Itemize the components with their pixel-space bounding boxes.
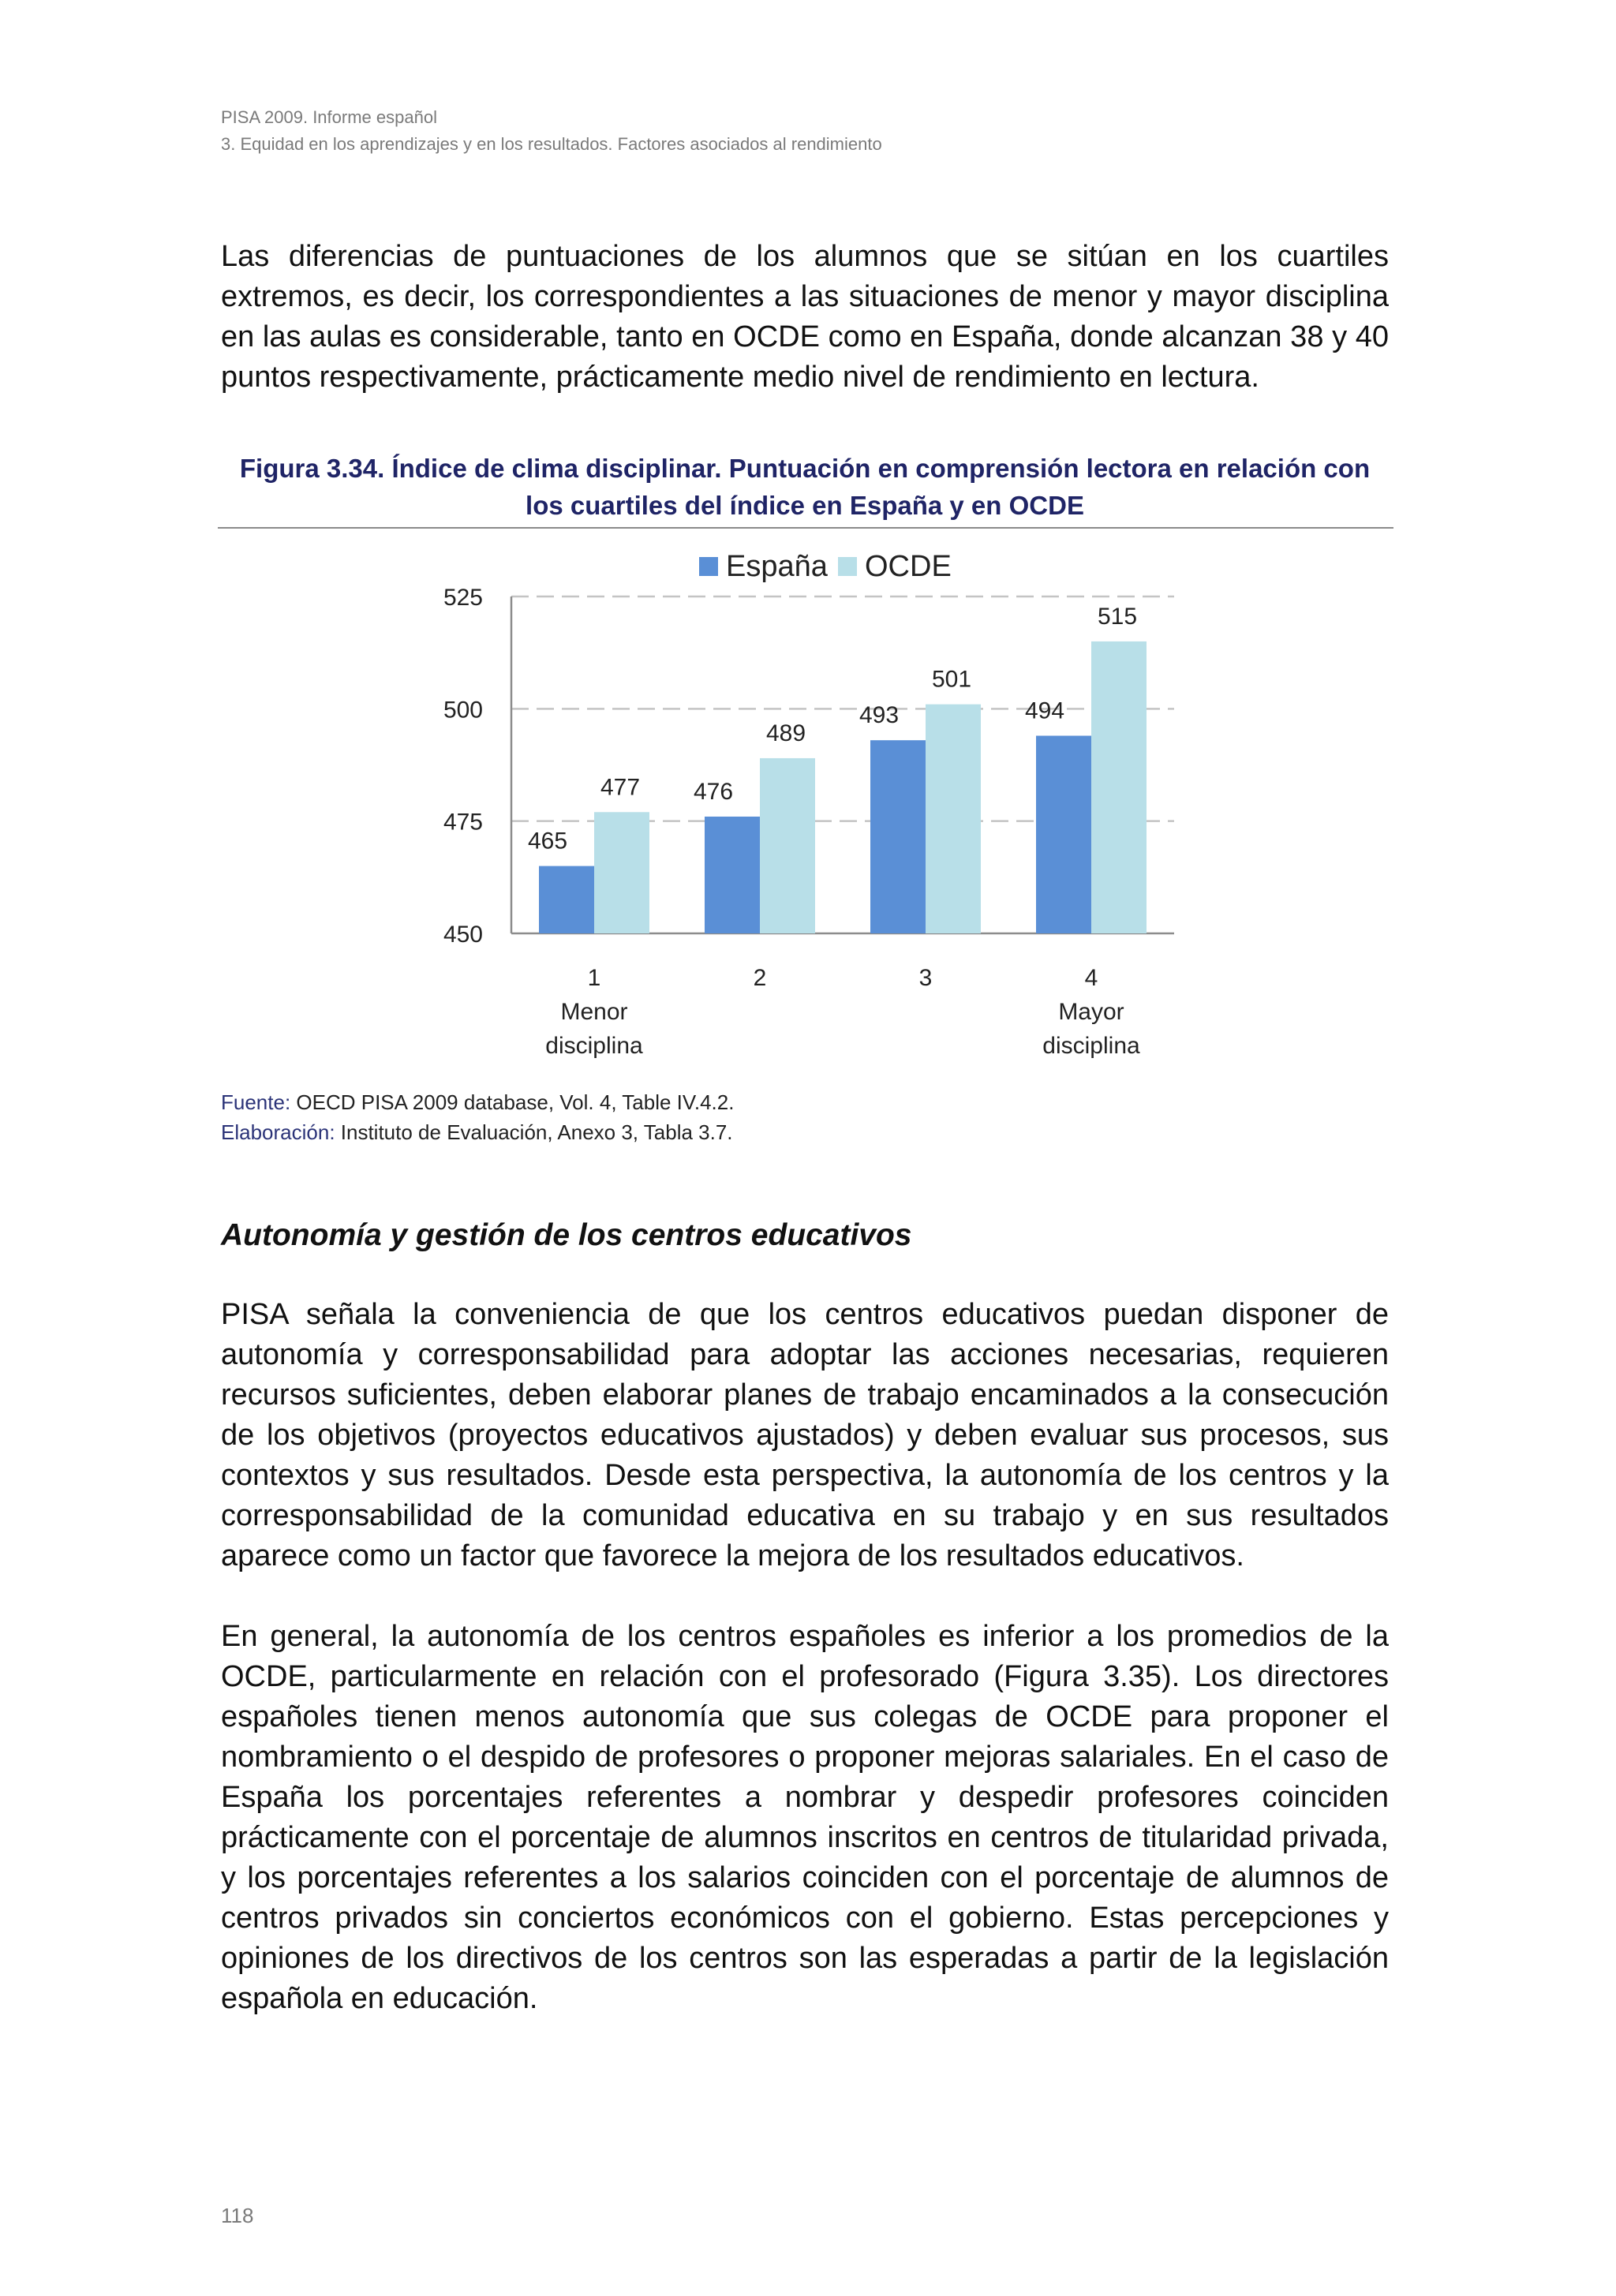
elaboration-text: Instituto de Evaluación, Anexo 3, Tabla 3.7. [335, 1120, 733, 1144]
header-title: PISA 2009. Informe español [221, 107, 437, 127]
bar-espana [870, 740, 926, 933]
data-label: 494 [1024, 697, 1065, 724]
intro-paragraph: Las diferencias de puntuaciones de los alumnos que se sitúan en los cuartiles extremos, es decir, los correspondientes a las situaciones de menor y mayor disciplina en las aulas es considerable, tanto en OCDE como en España, donde alcanzan 38 y 40 puntos respectivamente, prácticamente medio nivel de rendimiento en lectura. [221, 240, 1389, 394]
y-tick-label: 475 [443, 809, 483, 836]
legend-swatch-espana [699, 557, 718, 576]
bar-ocde [594, 812, 649, 933]
data-label: 493 [858, 702, 900, 729]
x-category-label: 4 Mayor disciplina [1042, 965, 1140, 1059]
bar-ocde [1091, 641, 1147, 933]
x-category-label: 2 [753, 965, 767, 991]
y-tick-label: 500 [443, 697, 483, 724]
legend-swatch-ocde [838, 557, 857, 576]
bar-chart [0, 0, 1616, 1105]
elaboration-line [221, 1117, 733, 1147]
data-label: 489 [765, 720, 806, 746]
bar-espana [705, 817, 760, 933]
data-label: 465 [527, 828, 568, 854]
x-category-label: 3 [918, 965, 933, 991]
bar-espana [539, 866, 594, 933]
page-number: 118 [221, 2204, 254, 2227]
figure-title-line2: los cuartiles del índice en España y en OCDE [526, 491, 1084, 520]
x-category-label: 1 Menor disciplina [545, 965, 643, 1059]
source-line [221, 1087, 734, 1117]
y-tick-label: 450 [443, 922, 483, 948]
legend-label: España [726, 550, 828, 583]
elaboration-key: Elaboración: [221, 1120, 335, 1144]
header-chapter: 3. Equidad en los aprendizajes y en los resultados. Factores asociados al rendimiento [221, 134, 882, 154]
data-label: 515 [1097, 603, 1138, 630]
bar-ocde [926, 705, 981, 933]
source-key: Fuente: [221, 1090, 291, 1114]
bar-ocde [760, 758, 815, 933]
data-label: 477 [600, 774, 641, 801]
section-paragraph-1: PISA señala la conveniencia de que los centros educativos puedan disponer de autonomía y corresponsabilidad para adoptar las acciones necesarias, requieren recursos suficientes, deben elaborar planes de trabajo encaminados a la consecución de los objetivos (proyectos educativos ajustados) y deben evaluar sus procesos, sus contextos y sus resultados. Desde esta perspectiva, la autonomía de los centros y la corresponsabilidad de la comunidad educativa en su trabajo y en sus resultados aparece como un factor que favorece la mejora de los resultados educativos. [221, 1298, 1389, 1572]
bar-espana [1036, 735, 1091, 933]
figure-title-line1: Figura 3.34. Índice de clima disciplinar. Puntuación en comprensión lectora en relación con [239, 454, 1371, 483]
section-heading: Autonomía y gestión de los centros educativos [221, 1218, 912, 1252]
source-text: OECD PISA 2009 database, Vol. 4, Table IV.4.2. [290, 1090, 735, 1114]
section-paragraph-2: En general, la autonomía de los centros españoles es inferior a los promedios de la OCDE, particularmente en relación con el profesorado (Figura 3.35). Los directores españoles tienen menos autonomía que sus colegas de OCDE para proponer el nombramiento o el despido de profesores o proponer mejoras salariales. En el caso de España los porcentajes referentes a nombrar y despedir profesores coinciden prácticamente con el porcentaje de alumnos inscritos en centros de titularidad privada, y los porcentajes referentes a los salarios coinciden con el porcentaje de alumnos de centros privados sin conciertos económicos con el gobierno. Estas percepciones y opiniones de los directivos de los centros son las esperadas a partir de la legislación española en educación. [221, 1620, 1389, 2015]
y-tick-label: 525 [443, 585, 483, 611]
legend-label: OCDE [865, 550, 952, 583]
data-label: 476 [693, 778, 734, 805]
data-label: 501 [931, 666, 972, 693]
